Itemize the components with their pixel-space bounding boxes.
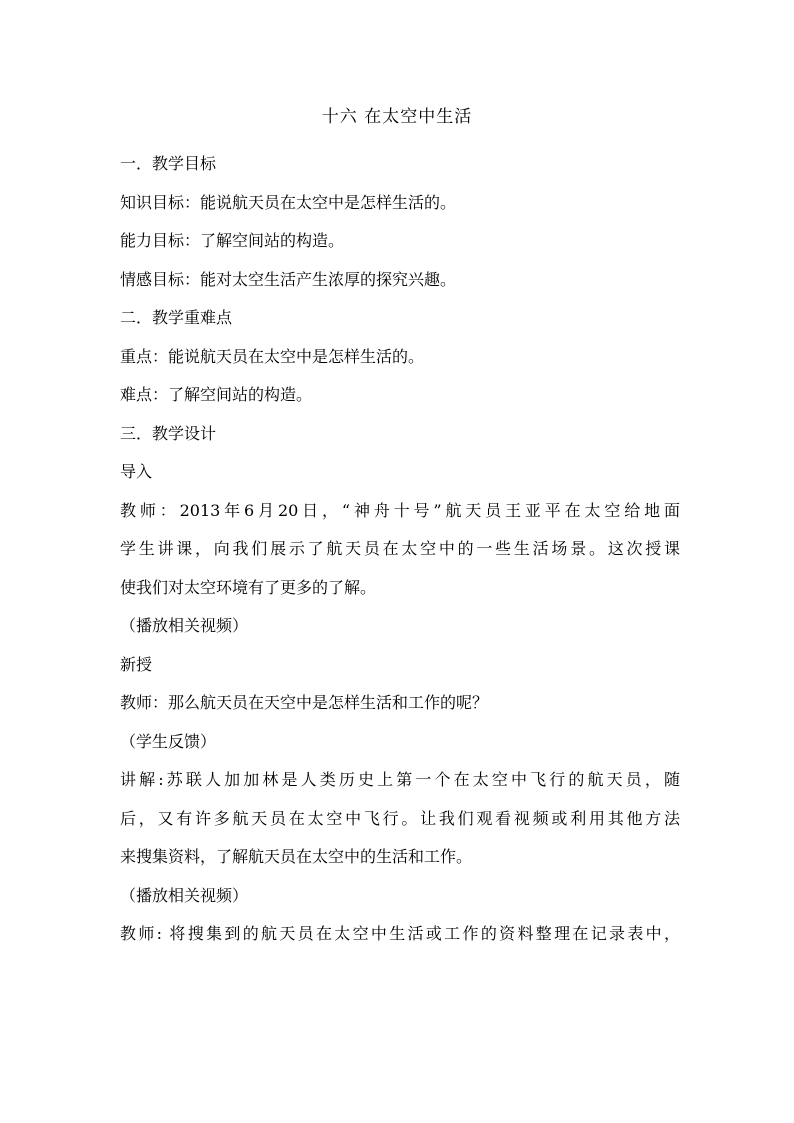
paragraph-line: 教师: 将搜集到的航天员在太空中生活或工作的资料整理在记录表中， <box>120 924 680 943</box>
section-heading-design: 三．教学设计 <box>120 423 217 443</box>
paragraph-line: 教师：2013年6月20日，“神舟十号”航天员王亚平在太空给地面 <box>120 500 680 520</box>
lesson-body <box>120 145 680 954</box>
ability-objective: 能力目标：了解空间站的构造。 <box>120 231 345 250</box>
paragraph-line: 讲解:苏联人加加林是人类历史上第一个在太空中飞行的航天员，随 <box>120 770 680 789</box>
paragraph-line: 学生讲课，向我们展示了航天员在太空中的一些生活场景。这次授课 <box>120 539 680 558</box>
paragraph-line: 来搜集资料，了解航天员在太空中的生活和工作。 <box>120 847 473 866</box>
difficult-point: 难点：了解空间站的构造。 <box>120 385 313 404</box>
section-heading-key-points: 二．教学重难点 <box>120 308 233 327</box>
paragraph-line: 使我们对太空环境有了更多的了解。 <box>120 577 377 597</box>
lesson-title: 十六 在太空中生活 <box>321 107 473 127</box>
stage-direction: （播放相关视频） <box>120 616 249 635</box>
subheading-introduction: 导入 <box>120 462 153 481</box>
section-heading-objectives: 一．教学目标 <box>120 154 217 173</box>
knowledge-objective: 知识目标：能说航天员在太空中是怎样生活的。 <box>120 192 457 212</box>
stage-direction: （学生反馈） <box>120 731 217 751</box>
paragraph-line: 教师：那么航天员在天空中是怎样生活和工作的呢？ <box>120 693 489 712</box>
subheading-new-lesson: 新授 <box>120 654 153 674</box>
key-point: 重点：能说航天员在太空中是怎样生活的。 <box>120 346 425 366</box>
paragraph-line: 后，又有许多航天员在太空中飞行。让我们观看视频或利用其他方法 <box>120 808 680 828</box>
stage-direction: （播放相关视频） <box>120 885 249 905</box>
emotion-objective: 情感目标：能对太空生活产生浓厚的探究兴趣。 <box>120 269 457 289</box>
